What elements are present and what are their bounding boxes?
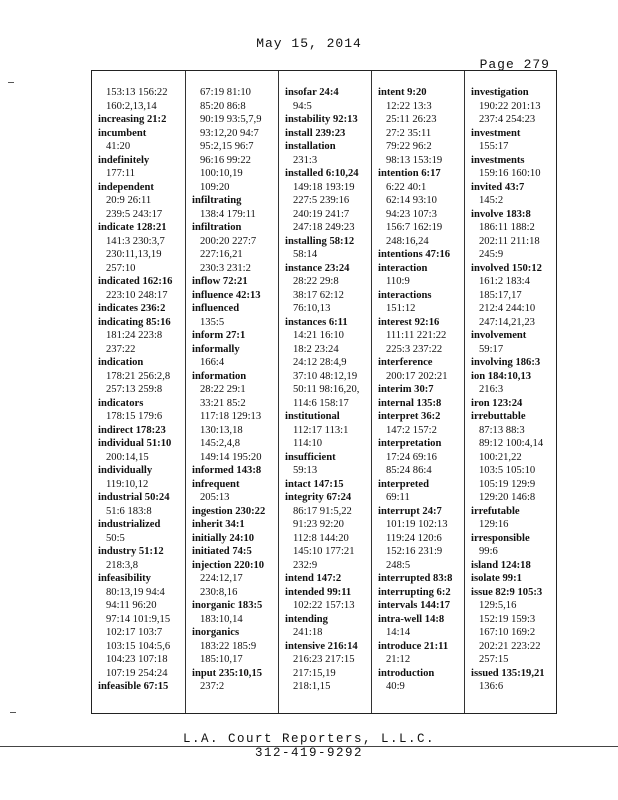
index-entry-term: influence 42:13 xyxy=(192,289,261,301)
index-entry-term: inform 27:1 xyxy=(192,330,246,341)
index-entry-refs: 212:4 244:10 xyxy=(479,303,536,314)
index-entry-term: installation xyxy=(285,141,336,152)
index-entry-refs: 200:20 227:7 xyxy=(200,235,257,247)
index-entry-term: independent xyxy=(98,181,154,193)
index-entry-term: irrefutable xyxy=(471,505,520,517)
index-entry-refs: 223:10 248:17 xyxy=(106,289,168,301)
index-entry-term: instance 23:24 xyxy=(285,262,350,274)
index-entry-refs: 85:24 86:4 xyxy=(386,465,432,476)
index-entry-refs: 80:13,19 94:4 xyxy=(106,586,165,598)
index-entry-refs: 93:12,20 94:7 xyxy=(200,127,259,139)
index-entry-term: industry 51:12 xyxy=(98,546,164,557)
index-entry-refs: 161:2 183:4 xyxy=(479,276,530,287)
index-entry-term: indicated 162:16 xyxy=(98,276,173,287)
index-entry-refs: 232:9 xyxy=(293,559,318,571)
index-entry-refs: 239:5 243:17 xyxy=(106,208,163,220)
index-entry-term: input 235:10,15 xyxy=(192,667,263,679)
index-entry-refs: 257:13 259:8 xyxy=(106,384,163,395)
index-entry-term: inorganics xyxy=(192,627,240,638)
index-entry-refs: 110:9 xyxy=(386,276,410,287)
index-entry-term: inflow 72:21 xyxy=(192,276,248,287)
index-entry-refs: 50:11 98:16,20, xyxy=(293,384,360,395)
index-entry-term: install 239:23 xyxy=(285,127,346,139)
index-entry-term: investments xyxy=(471,154,525,166)
index-entry-refs: 114:6 158:17 xyxy=(293,397,349,409)
index-entry-refs: 99:6 xyxy=(479,546,498,557)
index-entry-term: intra-well 14:8 xyxy=(378,613,445,625)
index-entry-refs: 159:16 160:10 xyxy=(479,168,541,179)
index-entry-term: injection 220:10 xyxy=(192,559,265,571)
index-entry-refs: 97:14 101:9,15 xyxy=(106,613,171,625)
index-entry-refs: 90:19 93:5,7,9 xyxy=(200,114,262,125)
index-entry-refs: 96:16 99:22 xyxy=(200,154,251,166)
index-column-4 xyxy=(371,71,464,713)
index-entry-term: invited 43:7 xyxy=(471,181,525,193)
index-entry-refs: 151:12 xyxy=(386,303,416,314)
index-entry-term: investigation xyxy=(471,87,529,98)
index-entry-refs: 100:10,19 xyxy=(200,168,243,179)
index-entry-refs: 183:22 185:9 xyxy=(200,640,257,652)
index-entry-refs: 14:21 16:10 xyxy=(293,330,344,341)
index-entry-term: intended 99:11 xyxy=(285,586,352,598)
index-column-3 xyxy=(278,71,371,713)
index-entry-term: involving 186:3 xyxy=(471,357,541,368)
index-entry-refs: 59:17 xyxy=(479,343,504,355)
index-entry-refs: 218:3,8 xyxy=(106,559,139,571)
index-entry-refs: 41:20 xyxy=(106,141,131,152)
index-entry-term: indicate 128:21 xyxy=(98,222,167,233)
index-entry-term: intent 9:20 xyxy=(378,87,427,98)
index-entry-term: issued 135:19,21 xyxy=(471,667,545,679)
index-entry-term: infeasibility xyxy=(98,573,151,584)
index-entry-refs: 103:15 104:5,6 xyxy=(106,640,171,652)
index-entry-refs: 25:11 26:23 xyxy=(386,114,437,125)
index-entry-term: irresponsible xyxy=(471,532,530,544)
index-entry-refs: 38:17 62:12 xyxy=(293,289,344,301)
index-entry-refs: 91:23 92:20 xyxy=(293,519,344,530)
index-entry-refs: 186:11 188:2 xyxy=(479,222,535,233)
index-entry-term: iron 123:24 xyxy=(471,397,523,409)
index-entry-term: interactions xyxy=(378,289,432,301)
index-entry-refs: 104:23 107:18 xyxy=(106,654,168,665)
index-entry-refs: 224:12,17 xyxy=(200,573,243,584)
index-entry-refs: 145:10 177:21 xyxy=(293,546,355,557)
index-entry-refs: 225:3 237:22 xyxy=(386,343,443,355)
index-entry-refs: 178:21 256:2,8 xyxy=(106,370,171,382)
index-entry-refs: 87:13 88:3 xyxy=(479,424,525,436)
index-entry-refs: 202:21 223:22 xyxy=(479,640,541,652)
index-entry-refs: 94:23 107:3 xyxy=(386,208,437,220)
index-entry-refs: 100:21,22 xyxy=(479,451,522,463)
index-entry-term: industrial 50:24 xyxy=(98,492,170,503)
index-entry-refs: 86:17 91:5,22 xyxy=(293,505,352,517)
index-entry-term: installing 58:12 xyxy=(285,235,355,247)
index-entry-term: internal 135:8 xyxy=(378,397,442,409)
index-entry-term: ingestion 230:22 xyxy=(192,505,266,517)
index-entry-term: intend 147:2 xyxy=(285,573,342,584)
index-entry-term: information xyxy=(192,370,247,382)
index-entry-term: insofar 24:4 xyxy=(285,87,339,98)
index-entry-refs: 155:17 xyxy=(479,141,509,152)
index-entry-refs: 119:24 120:6 xyxy=(386,532,442,544)
index-column-1 xyxy=(92,71,185,713)
index-entry-refs: 28:22 29:8 xyxy=(293,276,339,287)
index-entry-term: infrequent xyxy=(192,478,240,490)
index-entry-refs: 129:16 xyxy=(479,519,509,530)
index-entry-refs: 6:22 40:1 xyxy=(386,181,427,193)
index-entry-term: inherit 34:1 xyxy=(192,519,245,530)
index-entry-term: indefinitely xyxy=(98,154,150,166)
index-entry-refs: 85:20 86:8 xyxy=(200,100,246,112)
index-entry-refs: 156:7 162:19 xyxy=(386,222,443,233)
index-entry-refs: 58:14 xyxy=(293,249,318,260)
index-entry-term: insufficient xyxy=(285,451,336,463)
index-entry-refs: 247:18 249:23 xyxy=(293,222,355,233)
index-column-2 xyxy=(185,71,278,713)
index-entry-refs: 181:24 223:8 xyxy=(106,330,163,341)
index-entry-refs: 67:19 81:10 xyxy=(200,87,251,98)
index-entry-term: indirect 178:23 xyxy=(98,424,166,436)
index-entry-refs: 245:9 xyxy=(479,249,504,260)
index-entry-refs: 185:10,17 xyxy=(200,654,243,665)
index-entry-refs: 230:8,16 xyxy=(200,586,238,598)
index-entry-term: increasing 21:2 xyxy=(98,114,167,125)
index-entry-refs: 119:10,12 xyxy=(106,478,149,490)
index-entry-refs: 160:2,13,14 xyxy=(106,100,157,112)
index-entry-term: installed 6:10,24 xyxy=(285,168,359,179)
index-entry-refs: 183:10,14 xyxy=(200,613,243,625)
index-entry-term: incumbent xyxy=(98,127,147,139)
index-entry-refs: 136:6 xyxy=(479,681,504,692)
index-entry-refs: 227:5 239:16 xyxy=(293,195,350,206)
index-entry-refs: 114:10 xyxy=(293,438,323,449)
index-entry-term: instances 6:11 xyxy=(285,316,348,328)
index-entry-refs: 12:22 13:3 xyxy=(386,100,432,112)
index-entry-term: interrupted 83:8 xyxy=(378,573,453,584)
index-entry-refs: 218:1,15 xyxy=(293,681,331,692)
index-entry-refs: 248:16,24 xyxy=(386,235,429,247)
index-entry-term: introduce 21:11 xyxy=(378,640,449,652)
index-entry-refs: 69:11 xyxy=(386,492,410,503)
index-entry-refs: 94:11 96:20 xyxy=(106,600,157,611)
index-entry-refs: 129:20 146:8 xyxy=(479,492,536,503)
index-entry-refs: 257:15 xyxy=(479,654,509,665)
index-entry-refs: 153:13 156:22 xyxy=(106,87,168,98)
index-entry-refs: 202:11 211:18 xyxy=(479,235,540,247)
index-entry-refs: 257:10 xyxy=(106,262,136,274)
index-entry-term: intensive 216:14 xyxy=(285,640,358,652)
index-entry-refs: 112:17 113:1 xyxy=(293,424,349,436)
index-entry-refs: 152:16 231:9 xyxy=(386,546,443,557)
index-entry-refs: 51:6 183:8 xyxy=(106,505,152,517)
margin-mark xyxy=(8,82,14,83)
index-entry-refs: 227:16,21 xyxy=(200,249,243,260)
index-entry-refs: 102:22 157:13 xyxy=(293,600,355,611)
index-entry-term: involve 183:8 xyxy=(471,208,531,220)
index-entry-term: indicates 236:2 xyxy=(98,303,166,314)
index-entry-term: instability 92:13 xyxy=(285,114,358,125)
index-entry-refs: 205:13 xyxy=(200,492,230,503)
index-entry-term: inorganic 183:5 xyxy=(192,600,263,611)
index-entry-term: informally xyxy=(192,343,240,355)
index-entry-refs: 102:17 103:7 xyxy=(106,627,163,638)
index-entry-refs: 216:3 xyxy=(479,384,504,395)
index-entry-term: interrupting 6:2 xyxy=(378,586,451,598)
index-entry-term: isolate 99:1 xyxy=(471,573,522,584)
index-entry-refs: 20:9 26:11 xyxy=(106,195,152,206)
index-entry-term: issue 82:9 105:3 xyxy=(471,586,543,598)
index-entry-term: indicating 85:16 xyxy=(98,316,171,328)
index-entry-refs: 147:2 157:2 xyxy=(386,424,437,436)
index-entry-term: intentions 47:16 xyxy=(378,249,451,260)
index-entry-refs: 24:12 28:4,9 xyxy=(293,357,347,368)
index-entry-term: individual 51:10 xyxy=(98,438,172,449)
index-entry-term: industrialized xyxy=(98,519,161,530)
index-entry-refs: 18:2 23:24 xyxy=(293,343,339,355)
index-entry-term: interrupt 24:7 xyxy=(378,505,442,517)
index-entry-refs: 185:17,17 xyxy=(479,289,522,301)
index-entry-term: indicators xyxy=(98,397,144,409)
margin-mark xyxy=(10,712,16,713)
index-entry-term: integrity 67:24 xyxy=(285,492,352,503)
index-entry-refs: 17:24 69:16 xyxy=(386,451,437,463)
index-entry-term: institutional xyxy=(285,411,340,422)
index-entry-refs: 27:2 35:11 xyxy=(386,127,432,139)
index-entry-term: interpreted xyxy=(378,478,429,490)
index-entry-term: informed 143:8 xyxy=(192,465,262,476)
index-entry-term: island 124:18 xyxy=(471,559,531,571)
index-column-5 xyxy=(464,71,556,713)
index-entry-term: introduction xyxy=(378,667,435,679)
index-entry-term: interest 92:16 xyxy=(378,316,440,328)
index-entry-refs: 130:13,18 xyxy=(200,424,243,436)
index-entry-term: infeasible 67:15 xyxy=(98,681,169,692)
index-entry-refs: 21:12 xyxy=(386,654,411,665)
index-entry-refs: 138:4 179:11 xyxy=(200,208,256,220)
index-entry-term: irrebuttable xyxy=(471,411,526,422)
index-entry-term: initially 24:10 xyxy=(192,532,255,544)
index-entry-term: involved 150:12 xyxy=(471,262,542,274)
index-entry-term: initiated 74:5 xyxy=(192,546,252,557)
index-entry-term: interaction xyxy=(378,262,428,274)
index-entry-refs: 98:13 153:19 xyxy=(386,154,443,166)
index-entry-term: interpretation xyxy=(378,438,442,449)
court-reporter-phone: 312-419-9292 xyxy=(254,746,363,760)
index-entry-refs: 95:2,15 96:7 xyxy=(200,141,254,152)
index-entry-refs: 237:4 254:23 xyxy=(479,114,536,125)
index-entry-refs: 101:19 102:13 xyxy=(386,519,448,530)
index-entry-term: infiltration xyxy=(192,222,242,233)
index-entry-refs: 50:5 xyxy=(106,532,125,544)
index-entry-refs: 141:3 230:3,7 xyxy=(106,235,165,247)
index-entry-term: intention 6:17 xyxy=(378,168,441,179)
index-entry-term: intact 147:15 xyxy=(285,478,344,490)
index-entry-refs: 230:3 231:2 xyxy=(200,262,251,274)
index-entry-refs: 200:14,15 xyxy=(106,451,149,463)
index-entry-refs: 167:10 169:2 xyxy=(479,627,536,638)
index-entry-refs: 59:13 xyxy=(293,465,318,476)
index-entry-refs: 129:5,16 xyxy=(479,600,517,611)
index-entry-refs: 111:11 221:22 xyxy=(386,330,447,341)
index-entry-refs: 79:22 96:2 xyxy=(386,141,432,152)
index-entry-refs: 190:22 201:13 xyxy=(479,100,541,112)
index-entry-refs: 109:20 xyxy=(200,181,230,193)
index-entry-refs: 135:5 xyxy=(200,316,225,328)
index-entry-refs: 33:21 85:2 xyxy=(200,397,246,409)
index-entry-term: investment xyxy=(471,127,521,139)
index-entry-refs: 237:22 xyxy=(106,343,136,355)
index-entry-refs: 28:22 29:1 xyxy=(200,384,246,395)
index-entry-refs: 107:19 254:24 xyxy=(106,667,168,679)
index-entry-term: indication xyxy=(98,357,144,368)
word-index-frame xyxy=(91,70,557,714)
index-entry-term: individually xyxy=(98,465,153,476)
index-entry-refs: 103:5 105:10 xyxy=(479,465,536,476)
index-entry-refs: 200:17 202:21 xyxy=(386,370,448,382)
index-entry-refs: 37:10 48:12,19 xyxy=(293,370,358,382)
index-entry-refs: 166:4 xyxy=(200,357,225,368)
index-entry-refs: 237:2 xyxy=(200,681,225,692)
index-entry-refs: 152:19 159:3 xyxy=(479,613,536,625)
index-entry-refs: 40:9 xyxy=(386,681,405,692)
index-entry-refs: 89:12 100:4,14 xyxy=(479,438,544,449)
index-entry-refs: 149:18 193:19 xyxy=(293,181,355,193)
index-entry-term: interference xyxy=(378,357,433,368)
court-reporter-name: L.A. Court Reporters, L.L.C. xyxy=(182,732,436,746)
index-entry-refs: 112:8 144:20 xyxy=(293,532,349,544)
index-entry-refs: 76:10,13 xyxy=(293,303,331,314)
index-entry-refs: 241:18 xyxy=(293,627,323,638)
index-entry-refs: 105:19 129:9 xyxy=(479,478,536,490)
index-entry-term: ion 184:10,13 xyxy=(471,370,532,382)
index-entry-term: interpret 36:2 xyxy=(378,411,441,422)
index-entry-refs: 145:2,4,8 xyxy=(200,438,241,449)
index-entry-refs: 117:18 129:13 xyxy=(200,411,262,422)
index-entry-term: infiltrating xyxy=(192,195,242,206)
index-entry-refs: 247:14,21,23 xyxy=(479,316,535,328)
index-entry-refs: 216:23 217:15 xyxy=(293,654,355,665)
index-entry-term: influenced xyxy=(192,303,240,314)
index-entry-refs: 177:11 xyxy=(106,168,136,179)
index-entry-refs: 14:14 xyxy=(386,627,411,638)
index-entry-term: interim 30:7 xyxy=(378,384,434,395)
index-entry-refs: 145:2 xyxy=(479,195,504,206)
index-entry-refs: 62:14 93:10 xyxy=(386,195,437,206)
page-number: Page 279 xyxy=(479,57,550,72)
index-entry-refs: 149:14 195:20 xyxy=(200,451,262,463)
index-entry-refs: 240:19 241:7 xyxy=(293,208,350,220)
index-entry-term: intending xyxy=(285,613,328,625)
index-entry-refs: 248:5 xyxy=(386,559,411,571)
index-entry-refs: 178:15 179:6 xyxy=(106,411,163,422)
index-entry-refs: 217:15,19 xyxy=(293,667,336,679)
index-entry-term: involvement xyxy=(471,330,527,341)
index-entry-refs: 230:11,13,19 xyxy=(106,249,162,260)
index-entry-refs: 231:3 xyxy=(293,154,318,166)
index-entry-refs: 94:5 xyxy=(293,100,312,112)
index-entry-term: intervals 144:17 xyxy=(378,600,451,611)
transcript-date: May 15, 2014 xyxy=(256,36,362,51)
